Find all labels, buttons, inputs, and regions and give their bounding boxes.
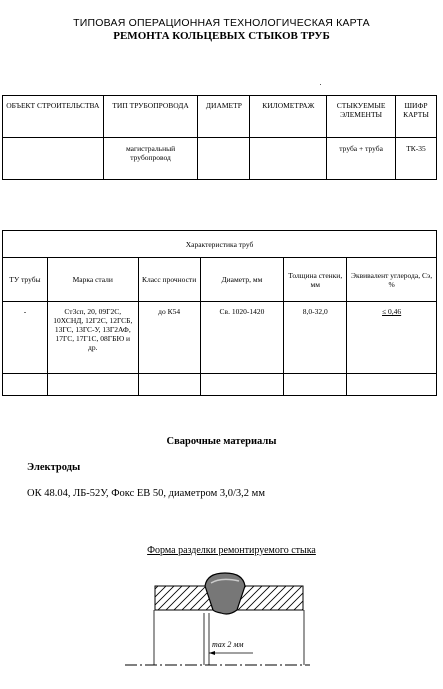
cell-object xyxy=(3,138,104,180)
joint-groove-diagram xyxy=(125,563,310,670)
left-pipe-wall xyxy=(155,586,213,610)
header-cell-steel-grade: Марка стали xyxy=(47,258,138,302)
header-cell-wall-thickness: Толщина стенки, мм xyxy=(284,258,347,302)
document-title-line2: РЕМОНТА КОЛЬЦЕВЫХ СТЫКОВ ТРУБ xyxy=(113,30,330,42)
cell-pipeline-type: магистральный трубопровод xyxy=(103,138,198,180)
empty-cell xyxy=(3,374,48,396)
pipe-table-title-row xyxy=(3,231,437,258)
stray-dot xyxy=(320,84,321,85)
electrodes-list: ОК 48.04, ЛБ-52У, Фокс ЕВ 50, диаметром 3,0/3,2 мм xyxy=(27,488,265,499)
cell-carbon-equivalent: ≤ 0,46 xyxy=(347,302,437,374)
empty-cell xyxy=(138,374,200,396)
gap-arrow xyxy=(209,651,215,655)
cell-wall-thickness: 8,0-32,0 xyxy=(284,302,347,374)
empty-cell xyxy=(47,374,138,396)
header-cell-kilometrage: КИЛОМЕТРАЖ xyxy=(250,96,327,138)
object-table xyxy=(2,95,437,180)
empty-cell xyxy=(284,374,347,396)
document-title-line1: ТИПОВАЯ ОПЕРАЦИОННАЯ ТЕХНОЛОГИЧЕСКАЯ КАРТА xyxy=(73,17,370,29)
header-cell-card-code: ШИФР КАРТЫ xyxy=(396,96,437,138)
cell-diameter xyxy=(198,138,250,180)
header-cell-diameter: ДИАМЕТР xyxy=(198,96,250,138)
header-cell-joined-elements: СТЫКУЕМЫЕ ЭЛЕМЕНТЫ xyxy=(327,96,396,138)
empty-cell xyxy=(200,374,284,396)
header-cell-pipeline-type: ТИП ТРУБОПРОВОДА xyxy=(103,96,198,138)
pipe-table-header-row xyxy=(3,258,437,302)
header-cell-object: ОБЪЕКТ СТРОИТЕЛЬСТВА xyxy=(3,96,104,138)
cell-joined-elements: труба + труба xyxy=(327,138,396,180)
header-cell-carbon-equivalent: Эквивалент углерода, Сэ, % xyxy=(347,258,437,302)
cell-strength-class: до К54 xyxy=(138,302,200,374)
cell-diameter: Св. 1020-1420 xyxy=(200,302,284,374)
header-cell-tu: ТУ трубы xyxy=(3,258,48,302)
object-table-data-row xyxy=(3,138,437,180)
right-pipe-wall xyxy=(237,586,303,610)
pipe-table-empty-row xyxy=(3,374,437,396)
header-cell-diameter: Диаметр, мм xyxy=(200,258,284,302)
joint-form-heading: Форма разделки ремонтируемого стыка xyxy=(147,545,316,556)
pipe-table-title: Характеристика труб xyxy=(3,231,437,258)
pipe-table-data-row xyxy=(3,302,437,374)
cell-card-code: ТК-35 xyxy=(396,138,437,180)
cell-steel-grade: Ст3сп, 20, 09Г2С, 10ХСНД, 12Г2С, 12ГСБ, 13ГС, 13ГС-У, 13Г2АФ, 17ГС, 17Г1С, 08ГБЮ и др. xyxy=(47,302,138,374)
object-table-header-row xyxy=(3,96,437,138)
cell-kilometrage xyxy=(250,138,327,180)
gap-note: max 2 мм xyxy=(212,640,244,649)
welding-materials-heading: Сварочные материалы xyxy=(166,436,277,447)
cell-tu: - xyxy=(3,302,48,374)
electrodes-heading: Электроды xyxy=(27,462,81,473)
pipe-characteristics-table xyxy=(2,230,437,396)
empty-cell xyxy=(347,374,437,396)
header-cell-strength-class: Класс прочности xyxy=(138,258,200,302)
